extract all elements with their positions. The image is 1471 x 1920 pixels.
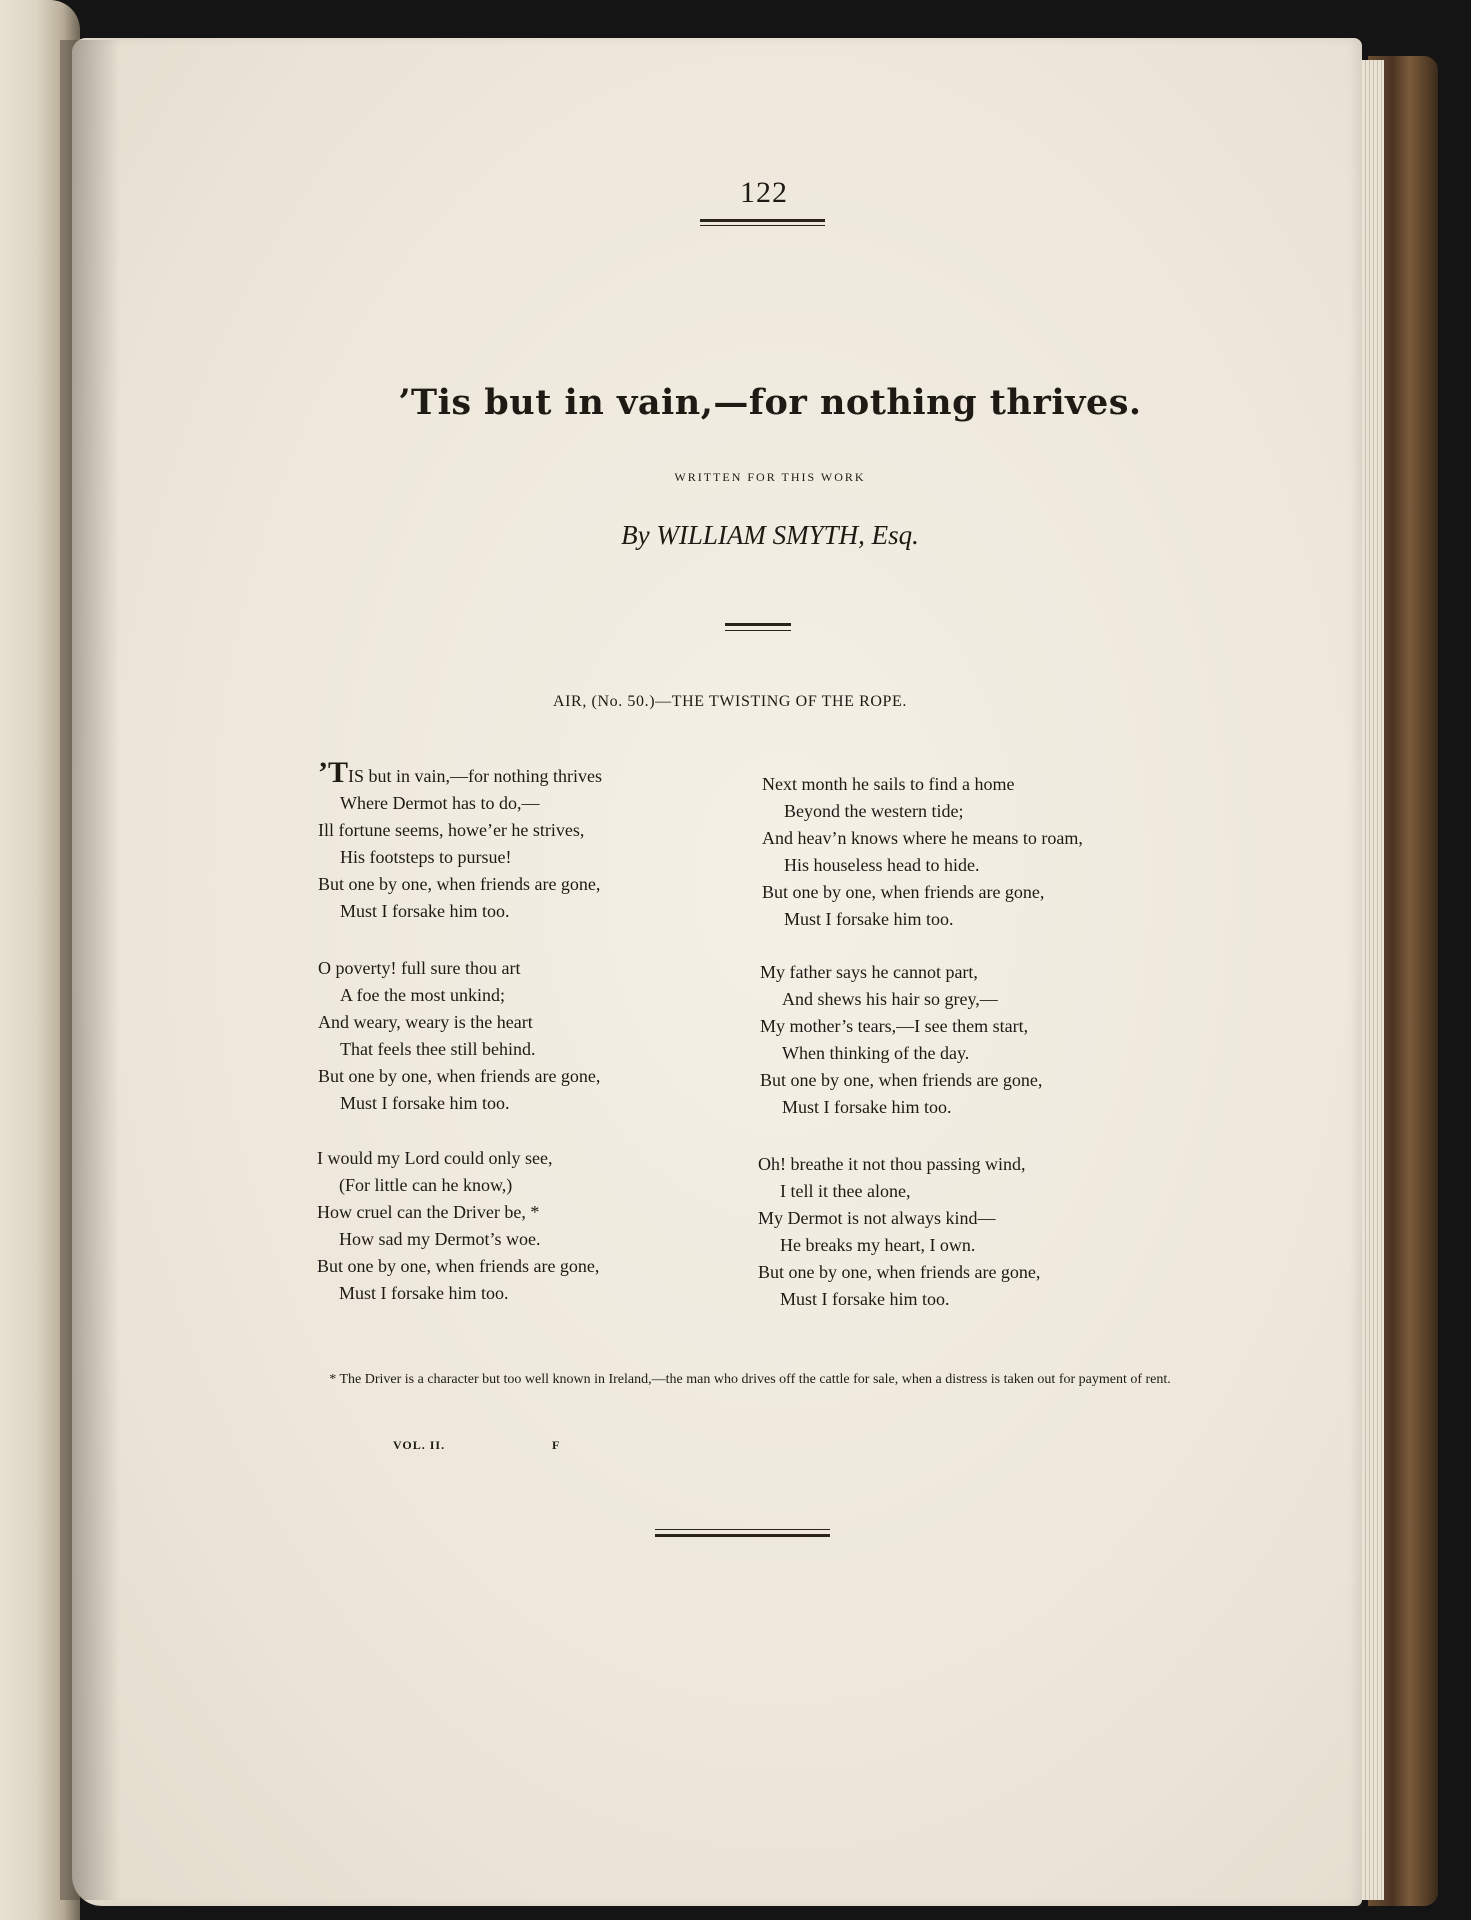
header-rule-thick	[700, 219, 825, 222]
stanza-line: Must I forsake him too.	[339, 1283, 509, 1303]
header-rule-thin	[700, 225, 825, 226]
author-byline: By WILLIAM SMYTH, Esq.	[621, 520, 919, 550]
stanza-line: Must I forsake him too.	[784, 909, 954, 929]
stanza-line: A foe the most unkind;	[340, 985, 505, 1005]
stanza-line: That feels thee still behind.	[340, 1039, 536, 1059]
poem-title: ’Tis but in vain,—for nothing thrives.	[398, 382, 1142, 423]
facing-page-edge	[0, 0, 80, 1920]
stanza-line: Must I forsake him too.	[340, 901, 510, 921]
signature-mark: F	[552, 1438, 560, 1452]
stanza-6	[758, 1151, 1040, 1313]
written-for-note: WRITTEN FOR THIS WORK	[674, 470, 866, 484]
stanza-line: Must I forsake him too.	[780, 1289, 950, 1309]
stanza-line: Ill fortune seems, howe’er he strives,	[318, 820, 585, 840]
stanza-line: Where Dermot has to do,—	[340, 793, 540, 813]
book-page	[72, 38, 1362, 1906]
stanza-line: I would my Lord could only see,	[317, 1148, 553, 1168]
stanza-line: Next month he sails to find a home	[762, 774, 1015, 794]
stanza-line: But one by one, when friends are gone,	[317, 1256, 600, 1276]
volume-mark: VOL. II.	[393, 1438, 446, 1452]
stanza-line: He breaks my heart, I own.	[780, 1235, 976, 1255]
stanza-line: My mother’s tears,—I see them start,	[760, 1016, 1029, 1036]
stanza-4	[762, 771, 1083, 933]
stanza-5	[760, 959, 1042, 1121]
stanza-line: My father says he cannot part,	[760, 962, 978, 982]
page-number: 122	[740, 176, 788, 209]
stanza-3	[317, 1145, 599, 1307]
stanza-line: Beyond the western tide;	[784, 801, 964, 821]
stanza-line: His footsteps to pursue!	[340, 847, 512, 867]
stanza-line: O poverty! full sure thou art	[318, 958, 521, 978]
spacer	[655, 1912, 656, 1913]
stanza-line: Must I forsake him too.	[340, 1093, 510, 1113]
stanza-line: Oh! breathe it not thou passing wind,	[758, 1154, 1026, 1174]
stanza-line: When thinking of the day.	[782, 1043, 970, 1063]
stanza-line: But one by one, when friends are gone,	[318, 1066, 601, 1086]
stanza-line: How cruel can the Driver be, *	[317, 1202, 540, 1222]
stanza-line: His houseless head to hide.	[784, 855, 980, 875]
stanza-2	[318, 955, 600, 1117]
first-line-rest: IS but in vain,—for nothing thrives	[348, 766, 602, 786]
footer-rule-thin	[655, 1529, 830, 1530]
stanza-line: My Dermot is not always kind—	[758, 1208, 996, 1228]
stanza-line: (For little can he know,)	[339, 1175, 513, 1195]
stanza-line: I tell it thee alone,	[780, 1181, 911, 1201]
stanza-line	[318, 756, 602, 790]
stanza-line: But one by one, when friends are gone,	[318, 874, 601, 894]
title-rule-thin	[725, 630, 791, 631]
stanza-line: Must I forsake him too.	[782, 1097, 952, 1117]
title-rule-thick	[725, 623, 791, 626]
stanza-line: And weary, weary is the heart	[318, 1012, 533, 1032]
stanza-line: But one by one, when friends are gone,	[762, 882, 1045, 902]
air-line: AIR, (No. 50.)—THE TWISTING OF THE ROPE.	[552, 693, 908, 710]
stanza-line: And shews his hair so grey,—	[782, 989, 998, 1009]
drop-cap: ’T	[318, 756, 348, 789]
stanza-line: But one by one, when friends are gone,	[760, 1070, 1043, 1090]
stanza-line: How sad my Dermot’s woe.	[339, 1229, 541, 1249]
stanza-line: But one by one, when friends are gone,	[758, 1262, 1041, 1282]
stanza-1	[318, 756, 602, 925]
footnote: * The Driver is a character but too well known in Ireland,—the man who drives off the cattle for sale, when a distress is taken out for payment of rent.	[329, 1372, 1171, 1387]
stanza-line: And heav’n knows where he means to roam,	[762, 828, 1083, 848]
footer-rule-thick	[655, 1534, 830, 1537]
